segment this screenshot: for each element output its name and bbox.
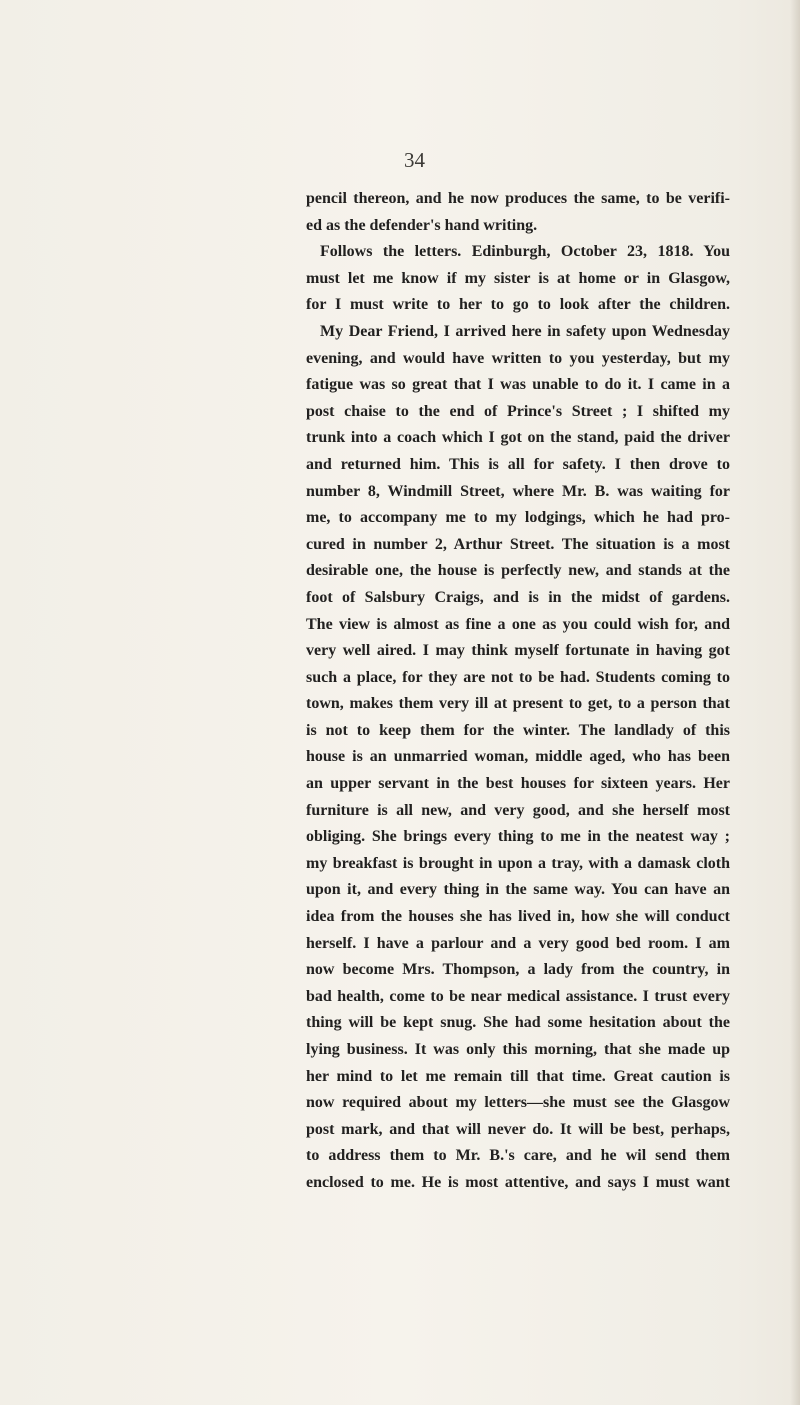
text-line: number 8, Windmill Street, where Mr. B. was waiting for [306, 482, 730, 500]
text-line: cured in number 2, Arthur Street. The situation is a most [306, 535, 730, 553]
text-line: upon it, and every thing in the same way. You can have an [306, 881, 730, 899]
text-line: my breakfast is brought in upon a tray, with a damask cloth [306, 854, 730, 872]
text-line: desirable one, the house is perfectly new, and stands at the [306, 562, 730, 580]
text-line: for I must write to her to go to look after the children. [306, 296, 730, 314]
text-line: very well aired. I may think myself fortunate in having got [306, 642, 730, 660]
text-line: post mark, and that will never do. It will be best, perhaps, [306, 1120, 730, 1138]
text-line: her mind to let me remain till that time. Great caution is [306, 1067, 730, 1085]
text-line: post chaise to the end of Prince's Street ; I shifted my [306, 402, 730, 420]
text-line: Follows the letters. Edinburgh, October 23, 1818. You [320, 243, 730, 261]
page-number: 34 [404, 148, 425, 172]
text-line: foot of Salsbury Craigs, and is in the midst of gardens. [306, 588, 730, 606]
text-line: ed as the defender's hand writing. [306, 216, 538, 234]
text-line: obliging. She brings every thing to me in the neatest way ; [306, 828, 730, 846]
text-line: The view is almost as fine a one as you could wish for, and [306, 615, 730, 633]
text-line: fatigue was so great that I was unable to do it. I came in a [306, 376, 730, 394]
text-line: idea from the houses she has lived in, how she will conduct [306, 908, 730, 926]
page-edge-shadow [790, 0, 800, 1405]
text-line: furniture is all new, and very good, and she herself most [306, 801, 730, 819]
text-line: and returned him. This is all for safety. I then drove to [306, 455, 730, 473]
text-line: to address them to Mr. B.'s care, and he wil send them [306, 1147, 730, 1165]
text-line: lying business. It was only this morning, that she made up [306, 1041, 730, 1058]
body-text [306, 186, 730, 1197]
text-line: bad health, come to be near medical assistance. I trust every [306, 987, 730, 1005]
text-line: My Dear Friend, I arrived here in safety upon Wednesday [320, 322, 730, 340]
text-line: me, to accompany me to my lodgings, which he had pro- [306, 509, 730, 527]
text-line: thing will be kept snug. She had some hesitation about the [306, 1014, 730, 1032]
text-line: trunk into a coach which I got on the stand, paid the driver [306, 429, 730, 447]
text-line: herself. I have a parlour and a very good bed room. I am [306, 934, 730, 952]
text-line: an upper servant in the best houses for sixteen years. Her [306, 775, 730, 793]
text-line: enclosed to me. He is most attentive, and says I must want [306, 1173, 730, 1191]
text-line: must let me know if my sister is at home or in Glasgow, [306, 269, 730, 287]
text-line: evening, and would have written to you yesterday, but my [306, 349, 730, 367]
text-line: house is an unmarried woman, middle aged, who has been [306, 748, 730, 766]
text-line: is not to keep them for the winter. The landlady of this [306, 721, 730, 739]
text-line: such a place, for they are not to be had. Students coming to [306, 668, 730, 686]
text-line: pencil thereon, and he now produces the same, to be verifi- [306, 190, 730, 207]
text-line: now become Mrs. Thompson, a lady from the country, in [306, 961, 730, 979]
text-line: now required about my letters—she must see the Glasgow [306, 1094, 730, 1112]
text-line: town, makes them very ill at present to get, to a person that [306, 695, 730, 713]
